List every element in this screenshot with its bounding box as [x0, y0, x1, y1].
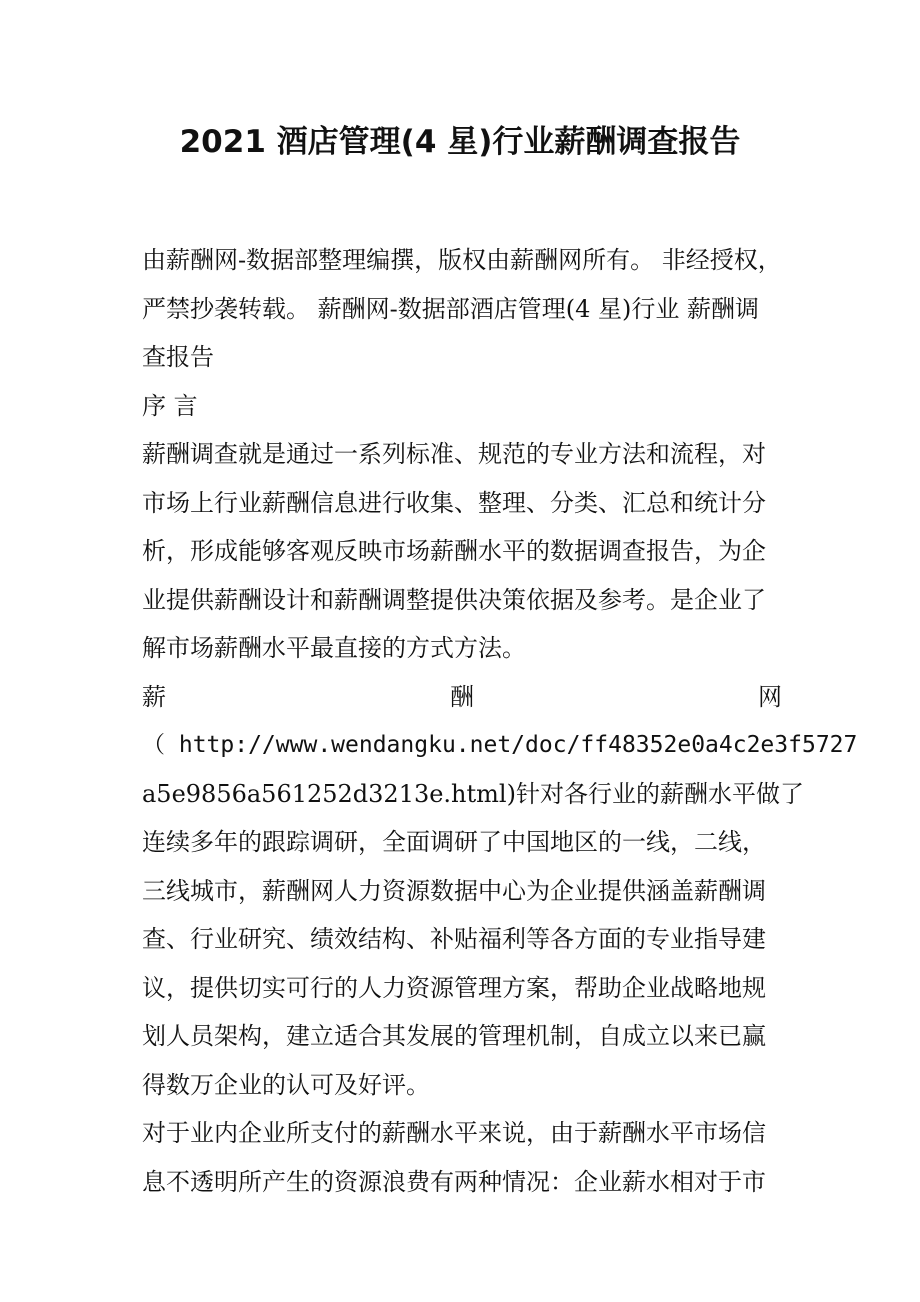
justified-line: [142, 673, 782, 722]
section-heading-preface: 序 言: [142, 391, 198, 420]
justified-char: 酬: [450, 682, 474, 711]
document-title: 2021 酒店管理(4 星)行业薪酬调查报告: [179, 124, 741, 160]
text-line: 划人员架构，建立适合其发展的管理机制，自成立以来已赢: [142, 1022, 766, 1050]
text-line: 三线城市，薪酬网人力资源数据中心为企业提供涵盖薪酬调: [142, 876, 766, 905]
text-line: 析，形成能够客观反映市场薪酬水平的数据调查报告，为企: [142, 537, 766, 565]
text-line: 得数万企业的认可及好评。: [142, 1070, 430, 1099]
text-line: 查、行业研究、绩效结构、补贴福利等各方面的专业指导建: [142, 925, 766, 953]
text-line: 严禁抄袭转载。 薪酬网-数据部酒店管理(4 星)行业 薪酬调: [142, 294, 759, 323]
text-line: 业提供薪酬设计和薪酬调整提供决策依据及参考。是企业了: [142, 585, 766, 614]
text-line: 息不透明所产生的资源浪费有两种情况：企业薪水相对于市: [142, 1167, 766, 1196]
text-line: 议，提供切实可行的人力资源管理方案，帮助企业战略地规: [142, 973, 766, 1002]
document-body: [142, 236, 858, 1206]
text-line: 薪酬调查就是通过一系列标准、规范的专业方法和流程，对: [142, 440, 766, 468]
text-line: 解市场薪酬水平最直接的方式方法。: [142, 634, 526, 662]
justified-char: 薪: [142, 682, 166, 711]
text-line: 对于业内企业所支付的薪酬水平来说，由于薪酬水平市场信: [142, 1119, 766, 1147]
text-line: 查报告: [142, 343, 214, 371]
text-line: a5e9856a561252d3213e.html)针对各行业的薪酬水平做了: [142, 779, 804, 808]
text-line: 市场上行业薪酬信息进行收集、整理、分类、汇总和统计分: [142, 488, 766, 517]
justified-char: 网: [758, 682, 782, 711]
text-line: 连续多年的跟踪调研，全面调研了中国地区的一线，二线，: [142, 828, 766, 856]
url-line: （ http://www.wendangku.net/doc/ff48352e0a4c2e3f5727: [142, 732, 858, 758]
text-line: 由薪酬网-数据部整理编撰，版权由薪酬网所有。 非经授权，: [142, 246, 782, 274]
